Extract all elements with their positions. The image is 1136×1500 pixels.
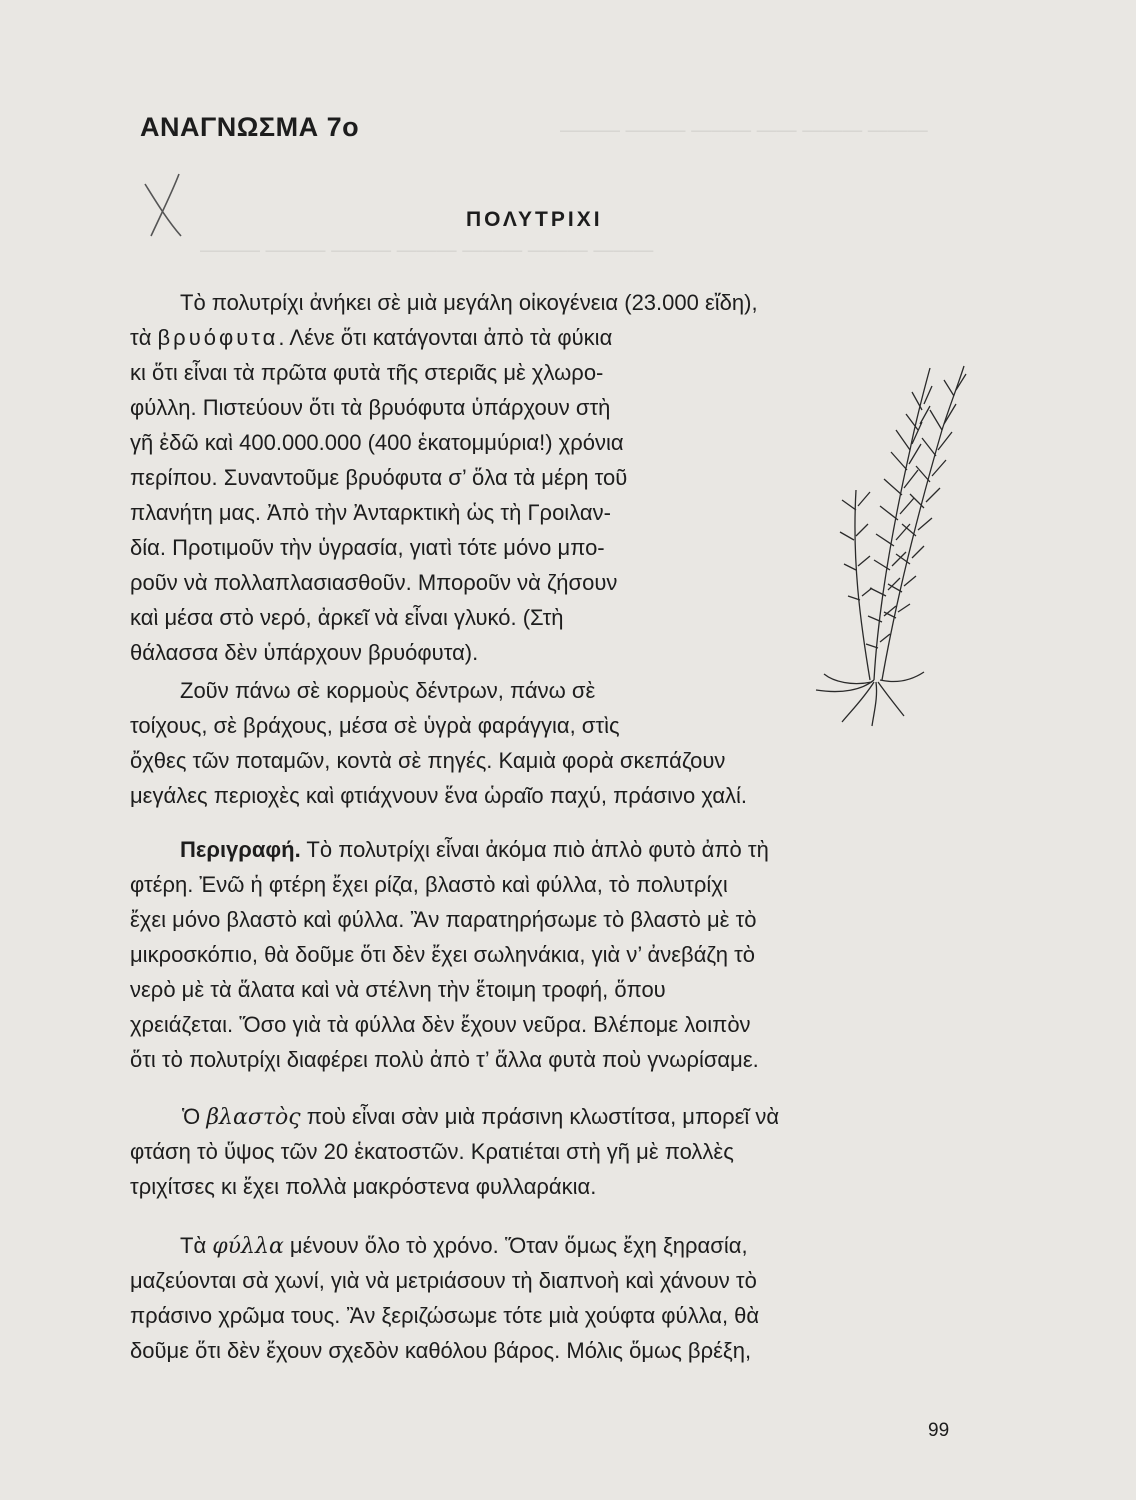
- text-line: μικροσκόπιο, θὰ δοῦμε ὅτι δὲν ἔχει σωληνάκια, γιὰ ν’ ἀνεβάζη τὸ: [130, 942, 756, 967]
- italic-term: φύλλα: [212, 1234, 284, 1259]
- chapter-title: ΠΟΛΥΤΡΙΧΙ: [466, 208, 603, 231]
- italic-term: βλαστὸς: [206, 1105, 301, 1130]
- text-line: ροῦν νὰ πολλαπλασιασθοῦν. Μποροῦν νὰ ζήσουν: [130, 570, 618, 595]
- text-line: τριχίτσες κι ἔχει πολλὰ μακρόστενα φυλλαράκια.: [130, 1174, 597, 1199]
- handwritten-cross-mark: [143, 172, 185, 240]
- text-line: πράσινο χρῶμα τους. Ἂν ξεριζώσωμε τότε μιὰ χούφτα φύλλα, θὰ: [130, 1303, 760, 1328]
- text-line: δοῦμε ὅτι δὲν ἔχουν σχεδὸν καθόλου βάρος. Μόλις ὅμως βρέξη,: [130, 1338, 752, 1363]
- moss-plant-illustration: [812, 360, 982, 730]
- text-line: νερὸ μὲ τὰ ἅλατα καὶ νὰ στέλνη τὴν ἕτοιμη τροφή, ὅπου: [130, 977, 666, 1002]
- bleed-through-decoration: ——— ——— ——— —— ——— ———: [560, 121, 928, 143]
- text-line: τοίχους, σὲ βράχους, μέσα σὲ ὑγρὰ φαράγγια, στὶς: [130, 713, 620, 738]
- text-line: χρειάζεται. Ὅσο γιὰ τὰ φύλλα δὲν ἔχουν νεῦρα. Βλέπομε λοιπὸν: [130, 1012, 751, 1037]
- text-line: ὅτι τὸ πολυτρίχι διαφέρει πολὺ ἀπὸ τ’ ἄλλα φυτὰ ποὺ γνωρίσαμε.: [130, 1047, 759, 1072]
- text-line: ὄχθες τῶν ποταμῶν, κοντὰ σὲ πηγές. Καμιὰ φορὰ σκεπάζουν: [130, 748, 726, 773]
- text-line: γῆ ἐδῶ καὶ 400.000.000 (400 ἑκατομμύρια!) χρόνια: [130, 430, 624, 455]
- text-line: μαζεύονται σὰ χωνί, γιὰ νὰ μετριάσουν τὴ διαπνοὴ καὶ χάνουν τὸ: [130, 1268, 757, 1293]
- text-line: Ζοῦν πάνω σὲ κορμοὺς δέντρων, πάνω σὲ: [180, 678, 596, 703]
- text-line: φτάση τὸ ὕψος τῶν 20 ἑκατοστῶν. Κρατιέται στὴ γῆ μὲ πολλὲς: [130, 1139, 734, 1164]
- text-line: φύλλη. Πιστεύουν ὅτι τὰ βρυόφυτα ὑπάρχουν στὴ: [130, 395, 611, 420]
- text-line: πλανήτη μας. Ἀπὸ τὴν Ἀνταρκτικὴ ὡς τὴ Γροιλαν-: [130, 500, 611, 525]
- text-line: κι ὅτι εἶναι τὰ πρῶτα φυτὰ τῆς στεριᾶς μὲ χλωρο-: [130, 360, 604, 385]
- text-line: δία. Προτιμοῦν τὴν ὑγρασία, γιατὶ τότε μόνο μπο-: [130, 535, 605, 560]
- text-line: Τὰ φύλλα μένουν ὅλο τὸ χρόνο. Ὅταν ὅμως ἔχη ξηρασία,: [180, 1233, 748, 1259]
- text-line: Περιγραφή. Τὸ πολυτρίχι εἶναι ἀκόμα πιὸ ἁπλὸ φυτὸ ἀπὸ τὴ: [180, 837, 769, 862]
- text-line: Ὁ βλαστὸς ποὺ εἶναι σὰν μιὰ πράσινη κλωστίτσα, μπορεῖ νὰ: [182, 1104, 780, 1130]
- text-line: τὰ βρυόφυτα. Λένε ὅτι κατάγονται ἀπὸ τὰ φύκια: [130, 325, 613, 350]
- emphasized-term: βρυόφυτα: [157, 325, 279, 350]
- reading-number-heading: ΑΝΑΓΝΩΣΜΑ 7ο: [140, 112, 360, 142]
- text-line: περίπου. Συναντοῦμε βρυόφυτα σ’ ὅλα τὰ μέρη τοῦ: [130, 465, 628, 490]
- bleed-through-decoration: ——— ——— ——— ——— ——— ——— ———: [200, 241, 654, 263]
- section-label: Περιγραφή.: [180, 837, 301, 862]
- text-line: Τὸ πολυτρίχι ἀνήκει σὲ μιὰ μεγάλη οἰκογένεια (23.000 εἴδη),: [180, 290, 758, 315]
- text-line: μεγάλες περιοχὲς καὶ φτιάχνουν ἕνα ὡραῖο παχύ, πράσινο χαλί.: [130, 783, 748, 808]
- text-line: θάλασσα δὲν ὑπάρχουν βρυόφυτα).: [130, 640, 479, 665]
- text-line: φτέρη. Ἐνῶ ἡ φτέρη ἔχει ρίζα, βλαστὸ καὶ φύλλα, τὸ πολυτρίχι: [130, 872, 728, 897]
- text-line: ἔχει μόνο βλαστὸ καὶ φύλλα. Ἂν παρατηρήσωμε τὸ βλαστὸ μὲ τὸ: [130, 907, 757, 932]
- text-line: καὶ μέσα στὸ νερό, ἀρκεῖ νὰ εἶναι γλυκό. (Στὴ: [130, 605, 564, 630]
- page-number: 99: [928, 1420, 950, 1441]
